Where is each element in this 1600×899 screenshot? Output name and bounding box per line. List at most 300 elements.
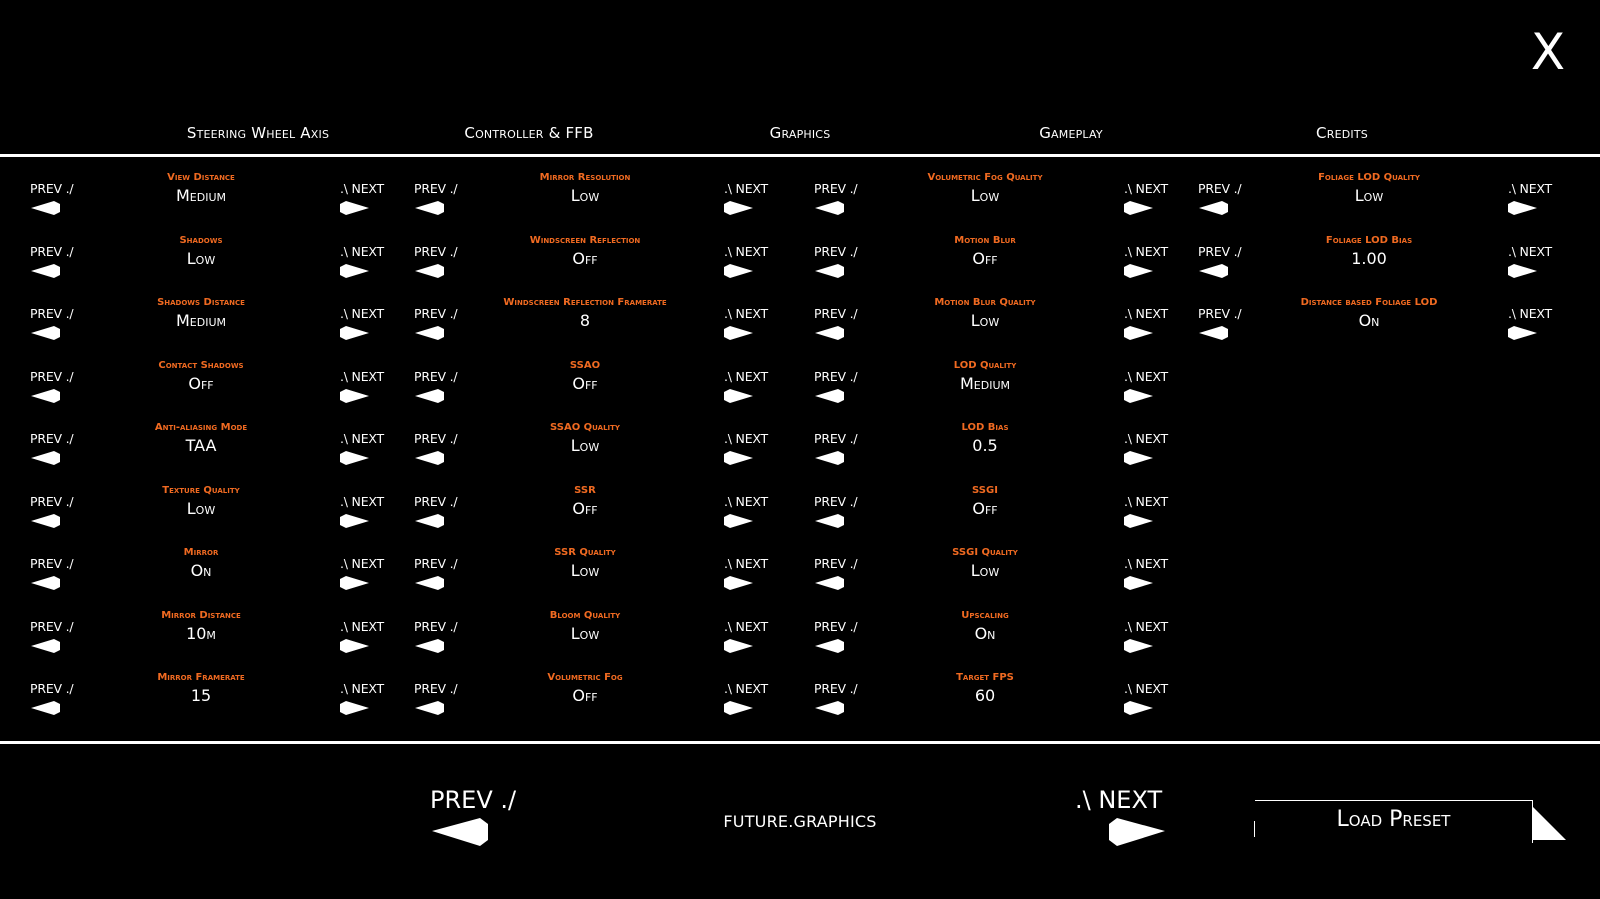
setting-prev-button[interactable]: [814, 557, 870, 591]
next-label: .\ NEXT: [1124, 243, 1168, 259]
right-arrow-icon: [1122, 324, 1154, 342]
setting-value: 10m: [186, 623, 216, 643]
left-arrow-icon: [30, 637, 62, 655]
next-label: .\ NEXT: [1124, 618, 1168, 634]
setting-value: Low: [570, 186, 600, 205]
setting-next-button[interactable]: [1112, 682, 1168, 716]
prev-label: PREV ./: [414, 556, 458, 571]
next-label: .\ NEXT: [340, 556, 384, 571]
setting-label: Bloom Quality: [549, 609, 621, 621]
setting-row: [784, 283, 1168, 346]
setting-value: Medium: [959, 373, 1010, 393]
setting-value: 15: [190, 686, 212, 705]
next-label: .\ NEXT: [340, 493, 384, 509]
setting-item: [464, 485, 706, 519]
next-label: .\ NEXT: [724, 681, 768, 696]
left-arrow-icon: [30, 574, 62, 592]
left-arrow-icon: [430, 814, 492, 848]
setting-item: [864, 360, 1106, 394]
left-arrow-icon: [414, 324, 446, 342]
setting-row: [384, 533, 768, 596]
preset-name: FUTURE.GRAPHICS: [723, 812, 877, 831]
tab-credits[interactable]: Credits: [1316, 124, 1368, 142]
setting-label: Shadows Distance: [157, 297, 245, 308]
left-arrow-icon: [30, 699, 62, 717]
setting-prev-button[interactable]: [414, 495, 470, 529]
setting-next-button[interactable]: [328, 307, 384, 341]
right-arrow-icon: [1122, 574, 1154, 592]
setting-value: Medium: [175, 186, 226, 205]
setting-item: [80, 485, 322, 519]
setting-label: SSAO: [569, 359, 601, 371]
setting-prev-button[interactable]: [414, 245, 470, 279]
load-preset-label: Load Preset: [1336, 807, 1451, 832]
setting-value: Low: [970, 561, 1000, 580]
prev-label: PREV ./: [1198, 243, 1242, 259]
right-arrow-icon: [1122, 387, 1154, 405]
setting-item: [864, 297, 1106, 331]
setting-value: Off: [572, 248, 598, 268]
setting-next-button[interactable]: [1496, 245, 1552, 279]
settings-column: [0, 158, 384, 721]
setting-prev-button[interactable]: [30, 245, 86, 279]
setting-prev-button[interactable]: [814, 432, 870, 466]
next-label: .\ NEXT: [724, 368, 768, 384]
right-arrow-icon: [1122, 637, 1154, 655]
next-label: .\ NEXT: [340, 306, 384, 321]
left-arrow-icon: [414, 637, 446, 655]
setting-item: [1248, 172, 1490, 206]
prev-label: PREV ./: [814, 306, 858, 321]
setting-row: [384, 158, 768, 221]
setting-row: [0, 158, 384, 221]
setting-row: [1168, 283, 1552, 346]
left-arrow-icon: [814, 637, 846, 655]
right-arrow-icon: [1122, 262, 1154, 280]
setting-row: [0, 346, 384, 409]
preset-prev-button[interactable]: [430, 786, 530, 846]
setting-value: Low: [570, 623, 600, 643]
right-arrow-icon: [338, 387, 370, 405]
setting-value: Off: [572, 373, 598, 393]
left-arrow-icon: [814, 699, 846, 717]
setting-label: Shadows: [179, 234, 223, 246]
setting-next-button[interactable]: [328, 495, 384, 529]
left-arrow-icon: [414, 512, 446, 530]
setting-row: [384, 346, 768, 409]
setting-next-button[interactable]: [1496, 307, 1552, 341]
setting-item: [864, 672, 1106, 706]
right-arrow-icon: [722, 387, 754, 405]
preset-prev-label: PREV ./: [430, 786, 517, 814]
setting-prev-button[interactable]: [814, 370, 870, 404]
setting-value: Off: [572, 686, 598, 705]
tab-bar: [0, 124, 1600, 154]
setting-next-button[interactable]: [1112, 307, 1168, 341]
right-arrow-icon: [1122, 512, 1154, 530]
setting-row: [784, 533, 1168, 596]
setting-next-button[interactable]: [328, 557, 384, 591]
setting-row: [384, 283, 768, 346]
setting-row: [0, 283, 384, 346]
setting-next-button[interactable]: [1112, 432, 1168, 466]
setting-prev-button[interactable]: [814, 182, 870, 216]
next-label: .\ NEXT: [724, 181, 768, 196]
setting-next-button[interactable]: [1112, 495, 1168, 529]
left-arrow-icon: [814, 512, 846, 530]
right-arrow-icon: [1506, 324, 1538, 342]
setting-prev-button[interactable]: [30, 370, 86, 404]
setting-label: Mirror Framerate: [157, 672, 245, 683]
setting-item: [864, 172, 1106, 206]
setting-next-button[interactable]: [712, 307, 768, 341]
setting-item: [464, 235, 706, 269]
setting-row: [784, 408, 1168, 471]
setting-prev-button[interactable]: [30, 620, 86, 654]
left-arrow-icon: [414, 387, 446, 405]
setting-prev-button[interactable]: [30, 557, 86, 591]
right-arrow-icon: [338, 199, 370, 217]
setting-value: Low: [1354, 186, 1384, 205]
setting-row: [784, 658, 1168, 721]
setting-label: SSR: [574, 484, 596, 496]
setting-item: [80, 360, 322, 394]
settings-column: [1168, 158, 1552, 346]
setting-item: [464, 360, 706, 394]
next-label: .\ NEXT: [340, 368, 384, 384]
setting-label: SSR Quality: [554, 547, 616, 558]
setting-row: [384, 221, 768, 284]
left-arrow-icon: [30, 199, 62, 217]
prev-label: PREV ./: [414, 681, 458, 696]
setting-label: SSGI: [972, 484, 998, 496]
setting-label: SSAO Quality: [550, 422, 620, 433]
setting-value: On: [974, 623, 996, 643]
setting-item: [864, 235, 1106, 269]
prev-label: PREV ./: [814, 493, 858, 509]
tab-graphics[interactable]: Graphics: [769, 124, 831, 142]
right-arrow-icon: [722, 449, 754, 467]
setting-item: [1248, 235, 1490, 269]
setting-prev-button[interactable]: [814, 620, 870, 654]
right-arrow-icon: [338, 637, 370, 655]
setting-next-button[interactable]: [712, 245, 768, 279]
setting-item: [864, 422, 1106, 456]
setting-label: Anti-aliasing Mode: [154, 422, 248, 433]
preset-next-button[interactable]: [1075, 786, 1175, 846]
setting-prev-button[interactable]: [1198, 307, 1254, 341]
left-arrow-icon: [1198, 324, 1230, 342]
setting-prev-button[interactable]: [414, 182, 470, 216]
next-label: .\ NEXT: [340, 681, 384, 696]
setting-next-button[interactable]: [328, 682, 384, 716]
setting-next-button[interactable]: [712, 620, 768, 654]
next-label: .\ NEXT: [724, 493, 768, 509]
prev-label: PREV ./: [30, 306, 74, 321]
settings-column: [784, 158, 1168, 721]
setting-prev-button[interactable]: [414, 307, 470, 341]
right-arrow-icon: [722, 324, 754, 342]
next-label: .\ NEXT: [724, 306, 768, 321]
setting-item: [464, 610, 706, 644]
setting-next-button[interactable]: [1112, 620, 1168, 654]
setting-row: [384, 408, 768, 471]
setting-prev-button[interactable]: [30, 182, 86, 216]
right-arrow-icon: [722, 637, 754, 655]
prev-label: PREV ./: [414, 493, 458, 509]
setting-next-button[interactable]: [328, 432, 384, 466]
setting-label: Foliage LOD Quality: [1318, 172, 1420, 183]
setting-prev-button[interactable]: [30, 495, 86, 529]
next-label: .\ NEXT: [1124, 368, 1168, 384]
prev-label: PREV ./: [814, 681, 858, 696]
next-label: .\ NEXT: [1124, 181, 1168, 196]
setting-label: SSGI Quality: [952, 547, 1018, 558]
setting-next-button[interactable]: [328, 370, 384, 404]
setting-label: Contact Shadows: [158, 359, 244, 371]
setting-next-button[interactable]: [328, 182, 384, 216]
setting-label: Foliage LOD Bias: [1325, 234, 1413, 246]
next-label: .\ NEXT: [1508, 181, 1552, 196]
right-arrow-icon: [722, 699, 754, 717]
right-arrow-icon: [1506, 199, 1538, 217]
right-arrow-icon: [722, 262, 754, 280]
setting-prev-button[interactable]: [414, 620, 470, 654]
prev-label: PREV ./: [414, 243, 458, 259]
setting-item: [464, 672, 706, 706]
left-arrow-icon: [1198, 199, 1230, 217]
left-arrow-icon: [1198, 262, 1230, 280]
prev-label: PREV ./: [814, 243, 858, 259]
setting-label: Upscaling: [961, 609, 1009, 621]
prev-label: PREV ./: [414, 618, 458, 634]
setting-row: [784, 471, 1168, 534]
left-arrow-icon: [414, 574, 446, 592]
setting-next-button[interactable]: [1112, 370, 1168, 404]
setting-label: Mirror: [183, 547, 219, 558]
right-arrow-icon: [338, 449, 370, 467]
setting-next-button[interactable]: [1112, 557, 1168, 591]
tab-gameplay[interactable]: Gameplay: [1039, 124, 1103, 142]
next-label: .\ NEXT: [1508, 243, 1552, 259]
setting-row: [784, 158, 1168, 221]
setting-next-button[interactable]: [712, 432, 768, 466]
tab-controller-ffb[interactable]: Controller & FFB: [464, 124, 594, 142]
top-divider: [0, 154, 1600, 157]
setting-row: [0, 596, 384, 659]
setting-value: 60: [974, 686, 996, 705]
setting-prev-button[interactable]: [414, 432, 470, 466]
setting-value: Off: [572, 498, 598, 518]
setting-value: Off: [972, 498, 998, 518]
setting-item: [80, 297, 322, 331]
right-arrow-icon: [722, 574, 754, 592]
prev-label: PREV ./: [814, 556, 858, 571]
close-button[interactable]: X: [1530, 23, 1566, 81]
prev-label: PREV ./: [1198, 181, 1242, 196]
setting-next-button[interactable]: [1496, 182, 1552, 216]
setting-item: [80, 547, 322, 581]
setting-label: Windscreen Reflection Framerate: [503, 297, 667, 308]
setting-label: LOD Bias: [961, 422, 1009, 433]
tab-steering-wheel-axis[interactable]: Steering Wheel Axis: [186, 124, 330, 142]
setting-item: [80, 172, 322, 206]
setting-row: [784, 221, 1168, 284]
prev-label: PREV ./: [1198, 306, 1242, 321]
setting-item: [1248, 297, 1490, 331]
prev-label: PREV ./: [30, 618, 74, 634]
left-arrow-icon: [414, 449, 446, 467]
setting-value: 1.00: [1351, 248, 1387, 268]
setting-prev-button[interactable]: [814, 307, 870, 341]
setting-prev-button[interactable]: [814, 245, 870, 279]
next-label: .\ NEXT: [724, 431, 768, 446]
next-label: .\ NEXT: [1124, 681, 1168, 696]
next-label: .\ NEXT: [340, 243, 384, 259]
setting-next-button[interactable]: [328, 620, 384, 654]
setting-row: [0, 533, 384, 596]
setting-prev-button[interactable]: [1198, 245, 1254, 279]
setting-item: [80, 235, 322, 269]
setting-row: [0, 408, 384, 471]
setting-row: [1168, 221, 1552, 284]
setting-prev-button[interactable]: [414, 557, 470, 591]
setting-prev-button[interactable]: [1198, 182, 1254, 216]
right-arrow-icon: [338, 574, 370, 592]
left-arrow-icon: [30, 449, 62, 467]
setting-label: Motion Blur: [954, 234, 1016, 246]
left-arrow-icon: [414, 199, 446, 217]
setting-value: Medium: [175, 311, 226, 330]
right-arrow-icon: [722, 199, 754, 217]
setting-value: Low: [570, 561, 600, 580]
setting-next-button[interactable]: [712, 370, 768, 404]
setting-prev-button[interactable]: [814, 495, 870, 529]
setting-value: Low: [970, 186, 1000, 205]
setting-next-button[interactable]: [328, 245, 384, 279]
setting-label: Volumetric Fog Quality: [927, 172, 1043, 183]
setting-row: [0, 658, 384, 721]
setting-value: Low: [186, 498, 216, 518]
setting-row: [0, 221, 384, 284]
setting-prev-button[interactable]: [414, 682, 470, 716]
left-arrow-icon: [814, 262, 846, 280]
prev-label: PREV ./: [30, 243, 74, 259]
setting-item: [464, 297, 706, 331]
next-label: .\ NEXT: [1124, 431, 1168, 446]
setting-prev-button[interactable]: [414, 370, 470, 404]
prev-label: PREV ./: [30, 181, 74, 196]
bottom-divider: [0, 741, 1600, 744]
setting-row: [784, 596, 1168, 659]
left-arrow-icon: [30, 324, 62, 342]
right-arrow-icon: [1506, 262, 1538, 280]
setting-next-button[interactable]: [712, 182, 768, 216]
load-preset-button[interactable]: [1255, 800, 1570, 844]
prev-label: PREV ./: [30, 368, 74, 384]
right-arrow-icon: [722, 512, 754, 530]
prev-label: PREV ./: [30, 556, 74, 571]
next-label: .\ NEXT: [724, 243, 768, 259]
prev-label: PREV ./: [414, 181, 458, 196]
setting-label: Distance based Foliage LOD: [1300, 297, 1438, 308]
prev-label: PREV ./: [414, 431, 458, 446]
left-arrow-icon: [30, 262, 62, 280]
right-arrow-icon: [1122, 199, 1154, 217]
setting-value: On: [190, 561, 212, 580]
setting-item: [80, 422, 322, 456]
setting-value: Low: [186, 248, 216, 268]
next-label: .\ NEXT: [1124, 556, 1168, 571]
prev-label: PREV ./: [414, 306, 458, 321]
setting-next-button[interactable]: [712, 495, 768, 529]
setting-item: [864, 485, 1106, 519]
setting-next-button[interactable]: [1112, 245, 1168, 279]
setting-value: Off: [188, 373, 214, 393]
left-arrow-icon: [414, 699, 446, 717]
next-label: .\ NEXT: [340, 618, 384, 634]
setting-value: Low: [570, 436, 600, 455]
setting-item: [80, 610, 322, 644]
left-arrow-icon: [30, 387, 62, 405]
setting-row: [384, 658, 768, 721]
setting-next-button[interactable]: [1112, 182, 1168, 216]
next-label: .\ NEXT: [1508, 306, 1552, 321]
left-arrow-icon: [814, 199, 846, 217]
setting-prev-button[interactable]: [30, 682, 86, 716]
setting-label: Windscreen Reflection: [529, 234, 641, 246]
setting-row: [784, 346, 1168, 409]
right-arrow-icon: [1122, 699, 1154, 717]
next-label: .\ NEXT: [724, 618, 768, 634]
left-arrow-icon: [814, 574, 846, 592]
setting-value: 0.5: [972, 436, 998, 455]
setting-label: Mirror Resolution: [539, 172, 631, 183]
setting-value: TAA: [185, 436, 217, 455]
setting-next-button[interactable]: [712, 557, 768, 591]
settings-grid: [0, 158, 1600, 738]
prev-label: PREV ./: [30, 681, 74, 696]
setting-prev-button[interactable]: [814, 682, 870, 716]
right-arrow-icon: [338, 699, 370, 717]
setting-item: [80, 672, 322, 706]
prev-label: PREV ./: [814, 431, 858, 446]
setting-value: Off: [972, 248, 998, 268]
right-arrow-icon: [338, 262, 370, 280]
setting-row: [384, 596, 768, 659]
setting-label: Motion Blur Quality: [934, 297, 1036, 308]
setting-label: LOD Quality: [953, 359, 1017, 371]
setting-row: [384, 471, 768, 534]
right-arrow-icon: [1122, 449, 1154, 467]
setting-item: [464, 422, 706, 456]
settings-column: [384, 158, 768, 721]
preset-next-label: .\ NEXT: [1075, 786, 1163, 814]
setting-label: View Distance: [167, 172, 235, 183]
setting-item: [464, 172, 706, 206]
setting-label: Texture Quality: [162, 484, 240, 496]
setting-item: [864, 610, 1106, 644]
prev-label: PREV ./: [30, 431, 74, 446]
right-arrow-icon: [338, 512, 370, 530]
setting-prev-button[interactable]: [30, 432, 86, 466]
right-arrow-icon: [1105, 814, 1167, 848]
next-label: .\ NEXT: [340, 181, 384, 196]
setting-next-button[interactable]: [712, 682, 768, 716]
setting-prev-button[interactable]: [30, 307, 86, 341]
setting-label: Target FPS: [956, 672, 1014, 683]
left-arrow-icon: [814, 449, 846, 467]
